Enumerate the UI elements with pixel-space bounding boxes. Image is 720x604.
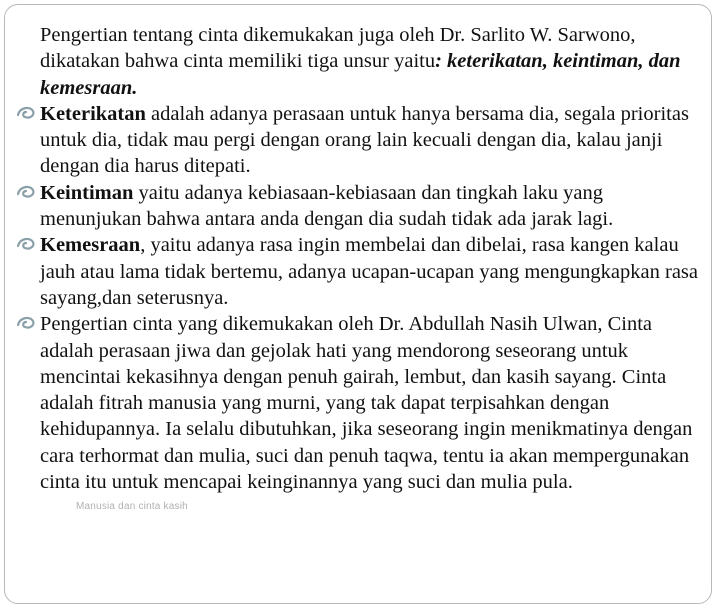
swirl-bullet-icon [16,181,36,203]
term-description: adalah adanya perasaan untuk hanya bersama dia, segala prioritas untuk dia, tidak mau pergi dengan orang lain kecuali dengan dia, kalau janji dengan dia harus ditepati. [40,102,689,178]
term-label: Keintiman [40,181,134,204]
list-item-kemesraan [16,232,706,311]
term-description: , yaitu adanya rasa ingin membelai dan dibelai, rasa kangen kalau jauh atau lama tidak bertemu, adanya ucapan-ucapan yang mengungkapkan rasa sayang,dan seterusnya. [40,234,698,309]
term-description: Pengertian cinta yang dikemukakan oleh Dr. Abdullah Nasih Ulwan, Cinta adalah perasaan jiwa dan gejolak hati yang mendorong seseorang untuk mencintai kekasihnya dengan penuh gairah, lembut, dan kasih sayang. Cinta adalah fitrah manusia yang murni, yang tak dapat terpisahkan dengan kehidupannya. Ia selalu dibutuhkan, jika seseorang ingin menikmatinya dengan cara terhormat dan mulia, suci dan penuh taqwa, tentu ia akan mempergunakan cinta itu untuk mencapai keinginannya yang suci dan mulia pula. [40,313,693,494]
intro-text: Pengertian tentang cinta dikemukakan juga oleh Dr. Sarlito W. Sarwono, dikatakan bahwa cinta memiliki tiga unsur yaitu [40,24,636,73]
intro-paragraph [16,22,706,101]
swirl-bullet-icon [16,312,36,334]
swirl-bullet-icon [16,233,36,255]
term-description: yaitu adanya kebiasaan-kebiasaan dan tingkah laku yang menunjukan bahwa antara anda dengan dia sudah tidak ada jarak lagi. [40,181,614,231]
intro-emphasis: : keterikatan, keintiman, dan kemesraan. [40,50,681,99]
term-label: Keterikatan [40,102,146,125]
slide-body [16,22,706,495]
footer-label: Manusia dan cinta kasih [76,501,188,512]
list-item-keterikatan [16,101,706,180]
list-item-ulwan-definition [16,311,706,495]
swirl-bullet-icon [16,102,36,124]
list-item-keintiman [16,180,706,233]
term-label: Kemesraan [40,234,141,257]
